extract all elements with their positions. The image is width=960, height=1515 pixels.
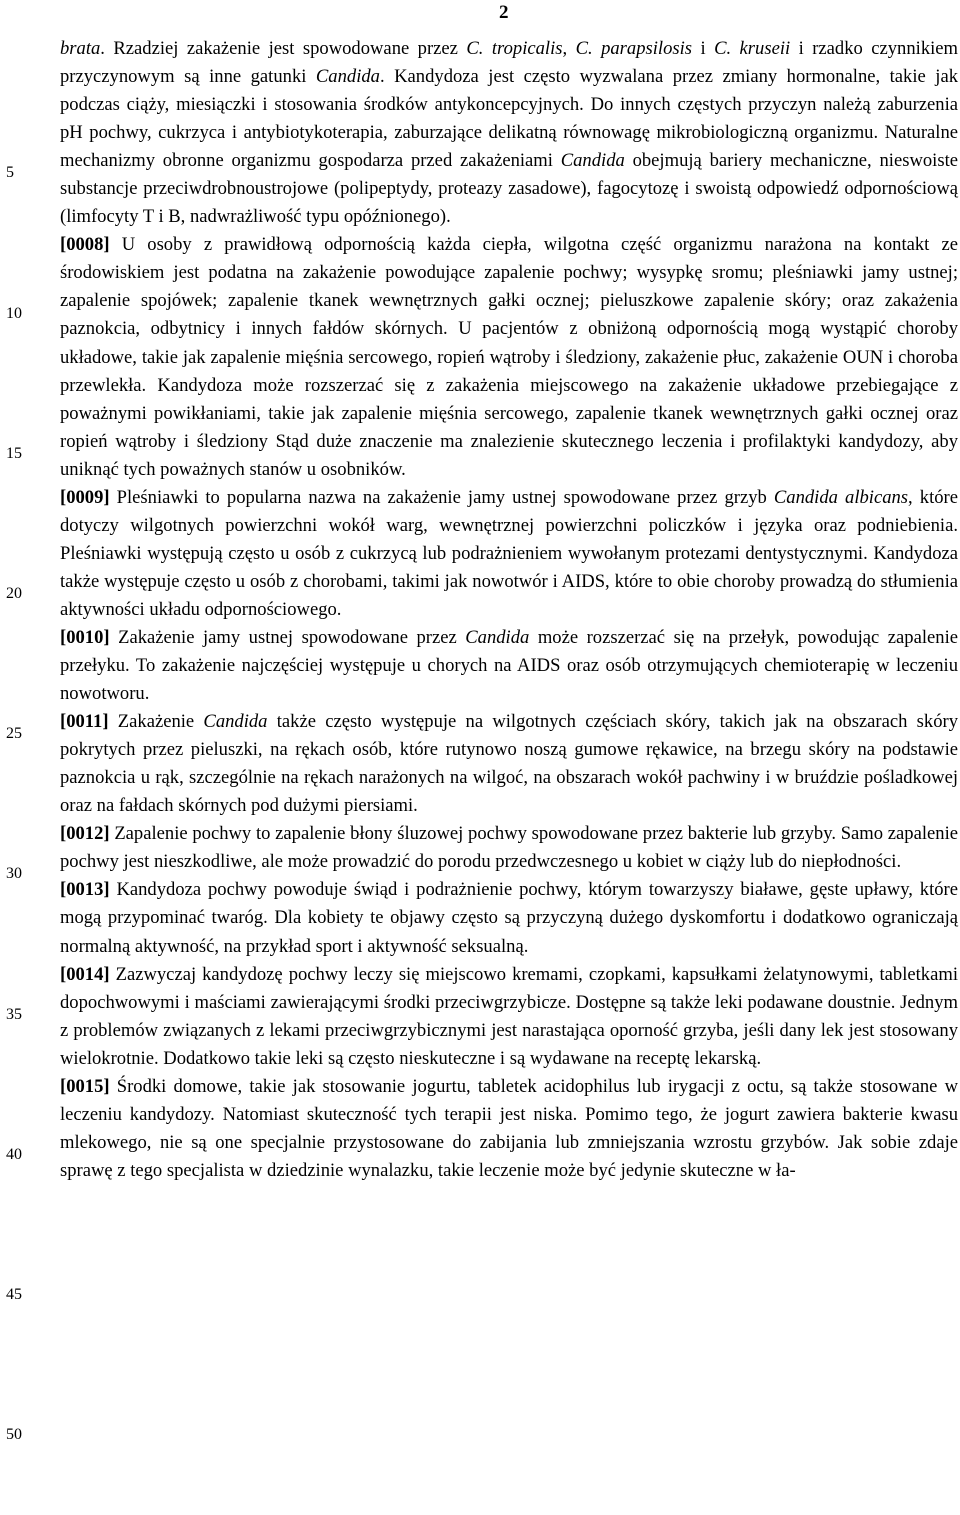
paragraph-p0009 [60,484,958,624]
text-run: i [692,38,715,59]
paragraph-p0011 [60,708,958,820]
text-run: obejmują bariery mechaniczne, nieswoiste substancje przeciwdrobnoustrojowe (polipeptydy, proteazy zasadowe), fagocytozę i swoistą odpowiedź odpornościową (limfocyty T i B, nadwrażliwość typu opóźnionego). [60,150,958,228]
line-number: 5 [6,164,14,181]
page-number: 2 [499,2,509,23]
paragraph-p0008 [60,231,958,483]
paragraph-number: [0014] [60,963,110,985]
paragraph-number: [0009] [60,486,110,508]
line-number: 10 [6,305,22,322]
italic-term: C. tropicalis [466,38,563,59]
paragraph-p0012 [60,820,958,876]
text-run: Zazwyczaj kandydozę pochwy leczy się miejscowo kremami, czopkami, kapsułkami żelatynowymi, tabletkami dopochwowymi i maściami zawierającymi środki przeciwgrzybicze. Dostępne są także leki podawane doustnie. Jednym z problemów związanych z lekami przeciwgrzybicznymi jest narastająca oporność grzyba, jeśli dany lek jest stosowany wielokrotnie. Dodatkowo takie leki są często nieskuteczne i są wydawane na receptę lekarską. [60,963,958,1069]
line-number: 25 [6,725,22,742]
paragraph-continuation [60,35,958,231]
paragraph-number: [0010] [60,626,110,648]
line-number: 50 [6,1426,22,1443]
italic-term: Candida [203,711,268,733]
paragraph-number: [0013] [60,879,110,901]
italic-term: brata [60,38,101,59]
italic-term: Candida [465,626,530,648]
line-number: 45 [6,1286,22,1303]
text-run: , [562,38,576,59]
text-run: , które dotyczy wilgotnych powierzchni wokół warg, wewnętrznej powierzchni policzków i języka oraz podniebienia. Pleśniawki występują często u osób z cukrzycą lub podrażnieniem wywołanym protezami dentystycznymi. Kandydoza także występuje często u osób z chorobami, takimi jak nowotwór i AIDS, które to obie choroby prowadzą do stłumienia aktywności układu odpornościowego. [60,486,958,620]
italic-term: C. parapsilosis [575,38,692,59]
paragraph-number: [0008] [60,234,110,256]
text-run: U osoby z prawidłową odpornością każda ciepła, wilgotna część organizmu narażona na kontakt ze środowiskiem jest podatna na zakażenie powodujące zapalenie pochwy; wysypkę sromu; pleśniawki jamy ustnej; zapalenie spojówek; zapalenie tkanek wewnętrznych gałki ocznej; pieluszkowe zapalenie skóry; oraz zakażenia paznokcia, odbytnicy i innych fałdów skórnych. U pacjentów z obniżoną odpornością mogą wystąpić choroby układowe, takie jak zapalenie mięśnia sercowego, ropień wątroby i śledziony, zakażenie płuc, zakażenie OUN i choroba przewlekła. Kandydoza może rozszerzać się z zakażenia miejscowego na zakażenie układowe przebiegające z poważnymi powikłaniami, takie jak zapalenie mięśnia sercowego, zapalenie tkanek wewnętrznych gałki ocznej oraz ropień wątroby i śledziony Stąd duże znaczenie ma znalezienie skutecznego leczenia i profilaktyki kandydozy, aby uniknąć tych poważnych stanów u osobników. [60,234,958,480]
text-run: Środki domowe, takie jak stosowanie jogurtu, tabletek acidophilus lub irygacji z octu, są także stosowane w leczeniu kandydozy. Natomiast skuteczność tych terapii jest niska. Pomimo tego, że jogurt zawiera bakterie kwasu mlekowego, nie są one specjalnie przystosowane do zabijania lub zmniejszania wzrostu grzybów. Jak sobie zdaje sprawę z tego specjalista w dziedzinie wynalazku, takie leczenie może być jedynie skuteczne w ła- [60,1075,958,1181]
line-number: 35 [6,1006,22,1023]
line-number: 30 [6,865,22,882]
paragraph-number: [0015] [60,1075,110,1097]
paragraph-p0014 [60,961,958,1073]
text-run: i rzadko czynnikiem przyczynowym są inne gatunki [60,38,958,88]
italic-term: Candida [560,150,625,172]
text-run: Zakażenie jamy ustnej spowodowane przez [109,626,466,648]
italic-term: C. kruseii [714,38,791,59]
line-number: 15 [6,445,22,462]
paragraph-p0010 [60,624,958,708]
line-number: 20 [6,585,22,602]
paragraph-p0015 [60,1073,958,1185]
text-run: Zakażenie [108,711,204,733]
paragraph-number: [0011] [60,711,109,733]
text-run: Zapalenie pochwy to zapalenie błony śluzowej pochwy spowodowane przez bakterie lub grzyby. Samo zapalenie pochwy jest nieszkodliwe, ale może prowadzić do porodu przedwczesnego u kobiet w ciąży lub do niepłodności. [60,823,958,873]
text-run: . Kandydoza jest często wyzwalana przez zmiany hormonalne, takie jak podczas ciąży, miesiączki i stosowania środków antykoncepcyjnych. Do innych częstych przyczyn należą zaburzenia pH pochwy, cukrzyca i antybiotykoterapia, zaburzające delikatną równowagę mikrobiologiczną organizmu. Naturalne mechanizmy obronne organizmu gospodarza przed zakażeniami [60,66,958,172]
text-run: także często występuje na wilgotnych częściach skóry, takich jak na obszarach skóry pokrytych przez pieluszki, na rękach osób, które rutynowo noszą gumowe rękawice, na brzegu skóry na podstawie paznokcia u rąk, szczególnie na rękach narażonych na wilgoć, na obszarach wokół pachwiny i w bruździe pośladkowej oraz na fałdach skórnych pod dużymi piersiami. [60,711,958,817]
text-run: może rozszerzać się na przełyk, powodując zapalenie przełyku. To zakażenie najczęściej występuje u chorych na AIDS oraz osób otrzymujących chemioterapię w leczeniu nowotworu. [60,626,958,705]
text-run: Pleśniawki to popularna nazwa na zakażenie jamy ustnej spowodowane przez grzyb [109,486,774,508]
italic-term: Candida [315,66,380,88]
line-number: 40 [6,1146,22,1163]
paragraph-number: [0012] [60,823,110,845]
document-body [60,35,958,1185]
paragraph-p0013 [60,876,958,960]
italic-term: Candida albicans [773,486,909,508]
text-run: Kandydoza pochwy powoduje świąd i podrażnienie pochwy, którym towarzyszy białawe, gęste upławy, które mogą przypominać twaróg. Dla kobiety te objawy często są przyczyną dużego dyskomfortu i dodatkowo ograniczają normalną aktywność, na przykład sport i aktywność seksualną. [60,879,958,957]
text-run: . Rzadziej zakażenie jest spowodowane przez [100,38,467,59]
